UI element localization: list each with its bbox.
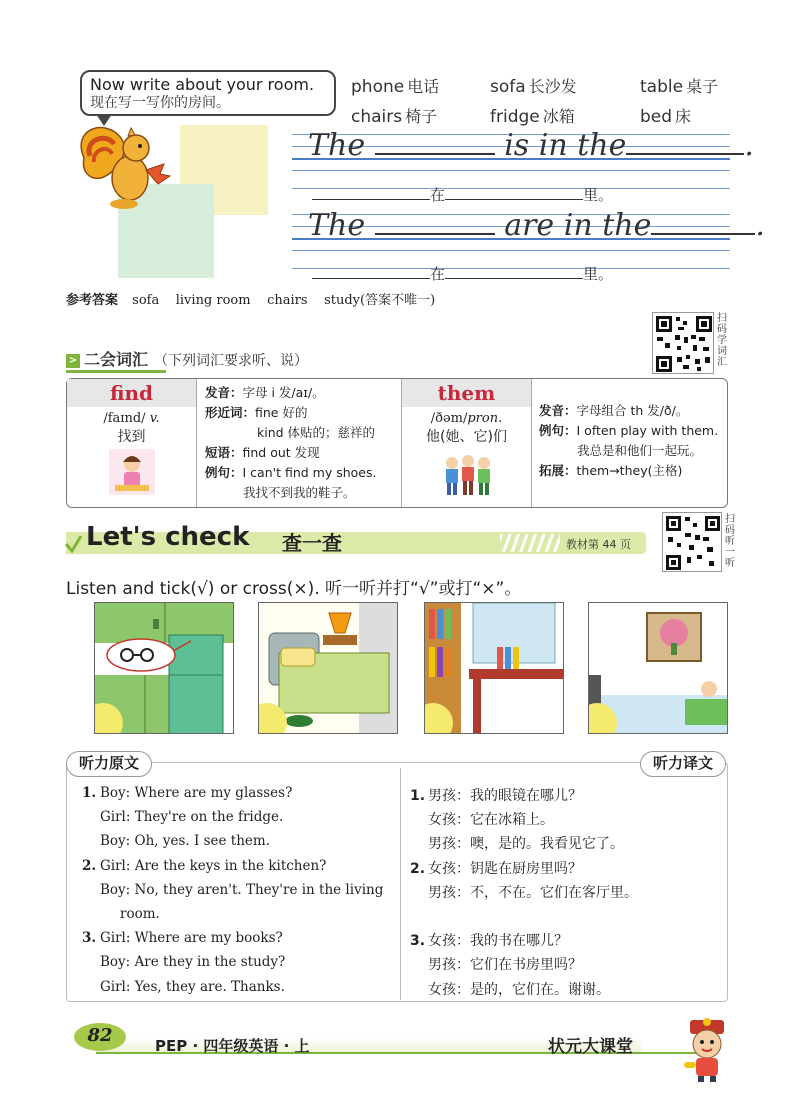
vocab-table	[66, 378, 728, 508]
blank-5[interactable]	[375, 211, 495, 235]
translation-line: 女孩：它在冰箱上。	[428, 812, 554, 829]
section-underline	[66, 370, 166, 373]
translation-line: 男孩：噢，是的。我看见它了。	[428, 836, 624, 853]
word-bank-item: fridge 冰箱	[490, 107, 575, 127]
textbook-page-ref: 教材第 44 页	[566, 538, 631, 551]
section-arrow-icon: >	[66, 354, 80, 368]
brand-name: 状元大课堂	[548, 1037, 633, 1057]
script-line: 3. Girl: Where are my books?	[82, 930, 283, 947]
blank-7[interactable]	[312, 263, 430, 279]
lets-check-title-cn: 查一查	[282, 531, 342, 555]
picture-study	[424, 602, 564, 734]
translation-line-1: 在 里。	[312, 184, 613, 205]
picture-bedroom	[258, 602, 398, 734]
phonetic: /faɪnd/	[103, 411, 146, 426]
translation-line: 女孩：是的，它们在。谢谢。	[428, 981, 610, 998]
word-bank-item: chairs 椅子	[351, 107, 438, 127]
instruction: Listen and tick(√) or cross(×). 听一听并打“√”或打“×”。	[66, 579, 522, 599]
mascot-icon	[676, 1018, 738, 1082]
translation-line: 3. 女孩：我的书在哪儿？	[410, 933, 568, 950]
blank-4[interactable]	[445, 184, 583, 200]
bubble-text-en: Now write about your room.	[90, 75, 315, 94]
vocab-word: them	[402, 379, 531, 407]
translation-line: 2. 女孩：钥匙在厨房里吗？	[410, 860, 582, 877]
blank-2[interactable]	[626, 131, 744, 155]
script-line: Boy: No, they aren't. They're in the living	[100, 881, 384, 898]
check-mark-icon	[64, 534, 82, 554]
script-line: Boy: Oh, yes. I see them.	[100, 833, 271, 850]
answer-text: sofa living room chairs study(答案不唯一)	[132, 293, 436, 308]
sentence-1: The is in the .	[308, 128, 754, 163]
script-line: Boy: Are they in the study?	[100, 954, 286, 971]
listening-translation	[410, 785, 720, 1003]
script-line: Girl: Yes, they are. Thanks.	[100, 978, 285, 995]
blank-1[interactable]	[375, 131, 495, 155]
translation-line: 男孩：它们在书房里吗？	[428, 957, 582, 974]
vocab-meaning: 找到	[117, 429, 146, 445]
bubble-tail	[96, 114, 112, 126]
page-number: 82	[87, 1025, 113, 1046]
speech-bubble	[80, 70, 336, 116]
script-line: room.	[120, 905, 160, 922]
word-bank-item: table 桌子	[640, 77, 719, 97]
translation-line	[410, 906, 720, 930]
vocab-notes-find: 发音：字母 i 发/aɪ/。 形近词：fine 好的 kind 体贴的；慈祥的 短语：find out 发现 例句：I can't find my shoes. 我找不到我的鞋子。	[205, 385, 377, 500]
tag-original: 听力原文	[66, 751, 152, 777]
listening-divider	[400, 768, 401, 1000]
vocab-section-title: > 二会词汇 （下列词汇要求听、说）	[66, 347, 308, 370]
bubble-text-cn: 现在写一写你的房间。	[90, 95, 230, 111]
reference-answer	[66, 289, 435, 308]
blank-6[interactable]	[651, 211, 755, 235]
vocab-section-subtitle: （下列词汇要求听、说）	[154, 353, 309, 369]
script-line: 1. Boy: Where are my glasses?	[82, 785, 293, 801]
script-line: Girl: They're on the fridge.	[100, 809, 284, 826]
banner-stripes	[500, 534, 560, 552]
qr-code-icon[interactable]	[662, 512, 722, 572]
vocab-card-them	[402, 379, 532, 507]
tag-translation: 听力译文	[640, 751, 726, 777]
picture-living-room	[588, 602, 728, 734]
blank-3[interactable]	[312, 184, 430, 200]
lets-check-title: Let's check	[86, 522, 250, 552]
children-playing-illustration	[440, 451, 496, 503]
picture-glasses-on-fridge	[94, 602, 234, 734]
vocab-word: find	[67, 379, 196, 407]
translation-line: 1. 男孩：我的眼镜在哪儿？	[410, 788, 582, 804]
translation-line-2: 在 里。	[312, 263, 613, 284]
qr-code-icon[interactable]	[652, 312, 714, 374]
book-title: PEP · 四年级英语 · 上	[155, 1037, 310, 1055]
script-line: 2. Girl: Are the keys in the kitchen?	[82, 857, 327, 874]
sentence-2: The are in the .	[308, 208, 765, 243]
vocab-meaning: 他(她、它)们	[426, 429, 507, 445]
squirrel-illustration	[66, 118, 176, 218]
vocab-card-find	[67, 379, 197, 507]
part-of-speech: v.	[149, 411, 160, 426]
vocab-notes-them: 发音：字母组合 th 发/ð/。 例句：I often play with them. 我总是和他们一起玩。 拓展：them→they(主格)	[539, 403, 719, 478]
word-bank-item: phone 电话	[351, 77, 440, 97]
listening-original	[82, 785, 397, 1003]
phonetic: /ðəm/	[430, 411, 468, 426]
part-of-speech: pron.	[467, 411, 503, 426]
translation-line: 男孩：不，不在。它们在客厅里。	[428, 884, 638, 901]
word-bank-item: sofa 长沙发	[490, 77, 577, 97]
answer-label: 参考答案	[66, 293, 119, 308]
word-bank-item: bed 床	[640, 107, 692, 127]
blank-8[interactable]	[445, 263, 583, 279]
qr-label-listen: 扫码听一听	[725, 514, 735, 569]
qr-label-vocab: 扫码学词汇	[717, 313, 727, 368]
girl-searching-illustration	[109, 449, 155, 495]
